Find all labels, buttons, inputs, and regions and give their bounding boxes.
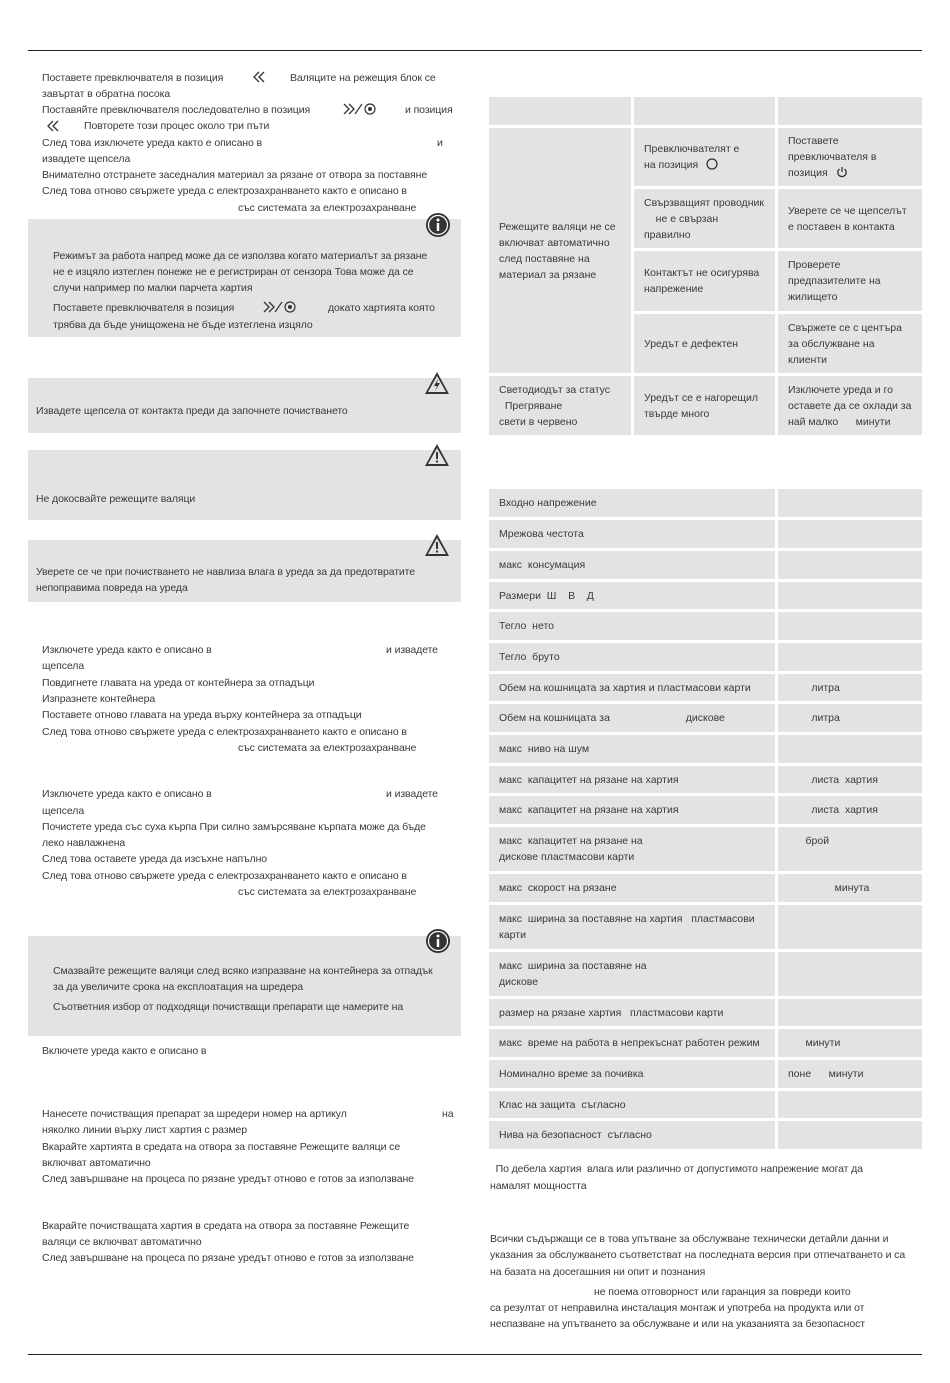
spec-label: Тегло нето xyxy=(499,620,555,632)
note-line: По дебела хартия влага или различно от допустимото напрежение могат да xyxy=(490,1163,863,1175)
text-line: Вкарайте почистващата хартия в средата на отвора за поставяне Режещите xyxy=(42,1220,410,1232)
info-icon xyxy=(425,212,451,238)
spec-value-cell xyxy=(778,1121,922,1149)
text-line: Почистете уреда със суха кърпа При силно замърсяване кърпата може да бъде xyxy=(42,821,426,833)
spec-value-cell xyxy=(778,796,922,824)
spec-label: Обем на кошницата за хартия и пластмасови карти xyxy=(499,681,751,694)
fix-line: превключвателя в xyxy=(788,151,877,163)
spec-label-cell xyxy=(489,520,775,548)
text-line: и xyxy=(437,137,443,149)
spec-label: Клас на защита съгласно xyxy=(499,1098,626,1111)
cause-line: Превключвателят е xyxy=(644,143,740,155)
spec-label-cell xyxy=(489,1060,775,1088)
fix-line: Изключете уреда и го xyxy=(788,383,893,396)
text-line: Валяците на режещия блок се xyxy=(290,72,436,84)
disclaimer-line: са резултат от неправилна инсталация монтаж и употреба на продукта или от xyxy=(490,1302,865,1314)
spec-label-cell xyxy=(489,766,775,793)
text-line: След това отново свържете уреда с електрозахранването както е описано в xyxy=(42,726,407,738)
text-line: случи например по малки парчета хартия xyxy=(53,282,253,294)
spec-label: макс време на работа в непрекъснат работен режим xyxy=(499,1037,760,1049)
text-line: трябва да бъде унищожена не бъде изтеглена изцяло xyxy=(53,319,313,331)
text-line: на xyxy=(442,1108,454,1120)
fix-cell xyxy=(778,314,922,373)
problem-line: включват автоматично xyxy=(499,236,610,249)
spec-value-cell xyxy=(778,874,922,902)
text-line: включват автоматично xyxy=(42,1157,151,1169)
text-line: завъртат в обратна посока xyxy=(42,88,171,100)
fix-line: позиция xyxy=(788,167,828,179)
problem-cell xyxy=(489,128,631,373)
text-line: със системата за електрозахранване xyxy=(238,886,417,898)
cause-line: правилно xyxy=(644,228,691,241)
spec-label: Размери Ш В Д xyxy=(499,589,594,602)
cause-cell xyxy=(634,251,775,311)
spec-label-cell xyxy=(489,704,775,732)
fix-line: най малко минути xyxy=(788,415,891,428)
warning-text: Не докосвайте режещите валяци xyxy=(36,493,196,505)
spec-label: Обем на кошницата за дискове xyxy=(499,712,725,724)
table-header-cell xyxy=(634,97,775,125)
cause-line: Уредът се е нагорещил xyxy=(644,391,758,404)
spec-label: Входно напрежение xyxy=(499,497,597,509)
spec-label: Нива на безопасност съгласно xyxy=(499,1129,652,1141)
table-header-cell xyxy=(489,97,631,125)
cause-line: Контактът не осигурява xyxy=(644,267,760,279)
text-line: След това отново свържете уреда с електрозахранването както е описано в xyxy=(42,870,407,882)
spec-value: брой xyxy=(788,835,830,847)
cause-cell xyxy=(634,314,775,373)
text-line: леко навлажнена xyxy=(42,837,126,849)
rewind-icon xyxy=(252,71,266,83)
spec-label: макс капацитет на рязане на xyxy=(499,835,643,847)
text-line: След това изключете уреда както е описано в xyxy=(42,137,263,149)
text-line: След завършване на процеса по рязане уредът отново е готов за използване xyxy=(42,1173,414,1185)
fix-cell xyxy=(778,376,922,435)
spec-label-cell xyxy=(489,874,775,902)
fix-line: Уверете се че щепселът xyxy=(788,204,907,217)
warning-text: Уверете се че при почистването не навлиза влага в уреда за да предотвратите xyxy=(36,566,416,578)
spec-label: Тегло бруто xyxy=(499,651,560,663)
spec-value-cell xyxy=(778,1029,922,1057)
text-line: Изключете уреда както е описано в xyxy=(42,644,212,656)
disclaimer-line: Всички съдържащи се в това упътване за обслужване технически детайли данни и xyxy=(490,1233,889,1245)
text-line: щепсела xyxy=(42,805,85,817)
fix-line: за обслужване на xyxy=(788,337,875,350)
text-line: и извадете xyxy=(386,788,438,800)
spec-value: поне минути xyxy=(788,1068,864,1080)
disclaimer-line: на базата на досегашния ни опит и познания xyxy=(490,1266,706,1278)
text-line: извадете щепсела xyxy=(42,153,131,165)
spec-label-cell xyxy=(489,905,775,949)
text-line: Режимът за работа напред може да се използва когато материалът за рязане xyxy=(53,250,428,262)
spec-label-cell xyxy=(489,999,775,1026)
spec-value: минути xyxy=(788,1037,841,1049)
spec-value-cell xyxy=(778,674,922,701)
spec-value-cell xyxy=(778,999,922,1026)
text-line: Нанесете почистващия препарат за шредери номер на артикул xyxy=(42,1108,347,1120)
power-icon xyxy=(836,166,848,178)
note-line: намалят мощността xyxy=(490,1180,587,1192)
cause-cell xyxy=(634,128,775,186)
warning-text: непоправима повреда на уреда xyxy=(36,582,188,594)
spec-value-cell xyxy=(778,952,922,996)
cause-line: напрежение xyxy=(644,283,704,295)
cause-line: Свързващият проводник xyxy=(644,196,764,209)
cause-line: на позиция xyxy=(644,159,699,171)
info-icon xyxy=(425,928,451,954)
spec-label-cell xyxy=(489,674,775,701)
text-line: докато хартията която xyxy=(328,302,435,314)
disclaimer-line: не поема отговорност или гаранция за повреди които xyxy=(594,1286,851,1298)
fix-line: клиенти xyxy=(788,353,828,366)
problem-line: Режещите валяци не се xyxy=(499,220,616,233)
spec-label-cell xyxy=(489,735,775,763)
text-line: Поставете превключвателя в позиция xyxy=(42,72,224,84)
text-line: Повторете този процес около три пъти xyxy=(84,120,270,132)
spec-value-cell xyxy=(778,551,922,579)
text-line: и позиция xyxy=(405,104,453,116)
spec-label: макс ширина за поставяне на xyxy=(499,960,647,972)
fix-cell xyxy=(778,128,922,186)
spec-label-cell xyxy=(489,1029,775,1057)
warning-icon xyxy=(424,442,450,468)
warning-icon xyxy=(424,532,450,558)
fix-line: Свържете се с центъра xyxy=(788,321,902,334)
spec-label-cell xyxy=(489,827,775,871)
warning-electric-icon xyxy=(424,370,450,396)
spec-value: литра xyxy=(788,712,840,724)
spec-label-cell xyxy=(489,551,775,579)
spec-label-cell xyxy=(489,489,775,517)
spec-label-cell xyxy=(489,643,775,671)
text-line: щепсела xyxy=(42,660,85,672)
spec-label: размер на рязане хартия пластмасови карти xyxy=(499,1006,724,1019)
spec-label: карти xyxy=(499,929,526,941)
text-line: за да увеличите срока на експлоатация на шредера xyxy=(53,981,303,993)
spec-label: макс ширина за поставяне на хартия пластмасови xyxy=(499,913,755,925)
spec-label-cell xyxy=(489,952,775,996)
spec-value: листа хартия xyxy=(788,804,878,816)
text-line: със системата за електрозахранване xyxy=(238,742,417,754)
top-rule xyxy=(28,50,922,51)
text-line: Поставете превключвателя в позиция xyxy=(53,302,235,314)
text-line: Повдигнете главата на уреда от контейнера за отпадъци xyxy=(42,677,315,689)
spec-label: макс консумация xyxy=(499,559,586,571)
problem-line: Светодиодът за статус xyxy=(499,383,611,396)
problem-cell xyxy=(489,376,631,435)
spec-value-cell xyxy=(778,520,922,548)
warning-text: Извадете щепсела от контакта преди да започнете почистването xyxy=(36,405,348,417)
forward-icon xyxy=(342,102,378,116)
cause-cell xyxy=(634,376,775,435)
disclaimer-line: неспазване на упътването за обслужване и или на указанията за безопасност xyxy=(490,1318,865,1330)
spec-value-cell xyxy=(778,643,922,671)
spec-value: минута xyxy=(788,882,870,894)
spec-label: макс ниво на шум xyxy=(499,743,590,755)
spec-label: Номинално време за почивка xyxy=(499,1068,644,1080)
spec-value-cell xyxy=(778,489,922,517)
fix-cell xyxy=(778,251,922,311)
text-line: валяци се включват автоматично xyxy=(42,1236,202,1248)
spec-label: макс капацитет на рязане на хартия xyxy=(499,804,679,816)
spec-label: дискове xyxy=(499,976,539,988)
spec-value: листа хартия xyxy=(788,773,878,786)
spec-label-cell xyxy=(489,582,775,609)
table-header-cell xyxy=(778,97,922,125)
text-line: Вкарайте хартията в средата на отвора за поставяне Режещите валяци се xyxy=(42,1141,401,1153)
problem-line: Прегряване xyxy=(499,399,563,412)
fix-line: Проверете xyxy=(788,259,841,271)
text-line: Поставете отново главата на уреда върху контейнера за отпадъци xyxy=(42,709,362,721)
text-line: След това оставете уреда да изсъхне напълно xyxy=(42,853,268,865)
spec-label-cell xyxy=(489,796,775,824)
spec-value-cell xyxy=(778,827,922,871)
text-line: няколко линии върху лист хартия с размер xyxy=(42,1124,248,1136)
fix-line: е поставен в контакта xyxy=(788,220,895,233)
fix-line: жилището xyxy=(788,291,838,303)
spec-label: Мрежова честота xyxy=(499,528,584,540)
text-line: След това отново свържете уреда с електрозахранването както е описано в xyxy=(42,185,407,197)
fix-line: предпазителите на xyxy=(788,275,881,287)
text-line: Включете уреда както е описано в xyxy=(42,1045,207,1057)
text-line: Изключете уреда както е описано в xyxy=(42,788,212,800)
cause-line: не е свързан xyxy=(644,212,719,225)
spec-label: дискове пластмасови карти xyxy=(499,851,635,863)
fix-line: Поставете xyxy=(788,135,839,147)
spec-value-cell xyxy=(778,1060,922,1088)
fix-cell xyxy=(778,189,922,248)
power-off-icon xyxy=(706,158,718,170)
cause-line: Уредът е дефектен xyxy=(644,337,739,350)
forward-icon xyxy=(262,300,298,314)
fix-line: оставете да се охлади за xyxy=(788,399,912,412)
warning-box xyxy=(28,450,461,520)
text-line: Смазвайте режещите валяци след всяко изпразване на контейнера за отпадък xyxy=(53,965,433,977)
spec-value-cell xyxy=(778,766,922,793)
cause-line: твърде много xyxy=(644,407,710,420)
problem-line: свети в червено xyxy=(499,415,578,428)
rewind-icon xyxy=(46,120,60,132)
spec-value-cell xyxy=(778,905,922,949)
spec-label: макс скорост на рязане xyxy=(499,882,617,894)
spec-label: макс капацитет на рязане на хартия xyxy=(499,773,679,786)
cause-cell xyxy=(634,189,775,248)
text-line: не е изцяло изтеглен понеже не е регистриран от сензора Това може да се xyxy=(53,266,414,278)
text-line: Внимателно отстранете заседналия материал за рязане от отвора за поставяне xyxy=(42,169,428,181)
spec-value-cell xyxy=(778,1091,922,1118)
bottom-rule xyxy=(28,1354,922,1355)
spec-label-cell xyxy=(489,1121,775,1149)
spec-value-cell xyxy=(778,704,922,732)
spec-value-cell xyxy=(778,612,922,640)
disclaimer-line: указания за обслужването съответстват на последната версия при отпечатването и са xyxy=(490,1249,906,1261)
text-line: След завършване на процеса по рязане уредът отново е готов за използване xyxy=(42,1252,414,1264)
spec-value: литра xyxy=(788,681,840,694)
spec-value-cell xyxy=(778,582,922,609)
text-line: със системата за електрозахранване xyxy=(238,202,417,214)
spec-value-cell xyxy=(778,735,922,763)
problem-line: след поставяне на xyxy=(499,252,590,265)
spec-label-cell xyxy=(489,1091,775,1118)
spec-label-cell xyxy=(489,612,775,640)
text-line: Изпразнете контейнера xyxy=(42,693,156,705)
text-line: и извадете xyxy=(386,644,438,656)
problem-line: материал за рязане xyxy=(499,268,597,281)
text-line: Съответния избор от подходящи почистващи препарати ще намерите на xyxy=(53,1001,404,1013)
text-line: Поставяйте превключвателя последователно в позиция xyxy=(42,104,311,116)
